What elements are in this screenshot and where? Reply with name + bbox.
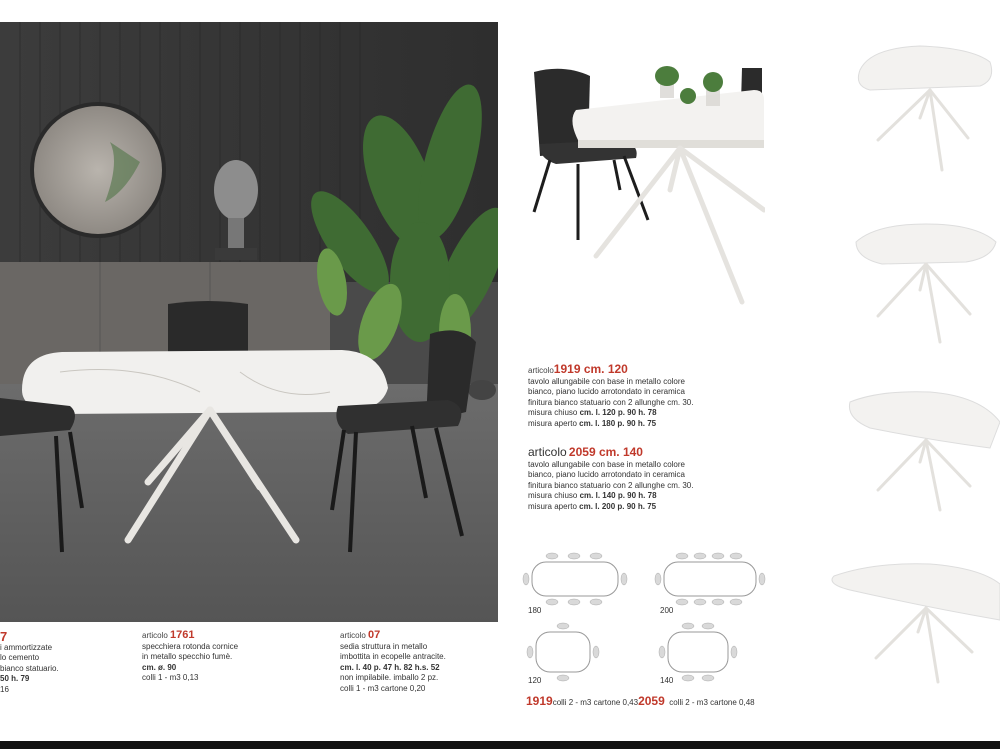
table-140-diagram [668,632,728,672]
item-c-extra-1: non impilabile. imballo 2 pz. [340,673,439,682]
article-2059-closed-dims: cm. l. 140 p. 90 h. 78 [579,491,657,500]
item-b-dims: cm. ø. 90 [142,662,177,672]
bottom-codes [526,692,826,710]
article-2059-code: 2059 cm. 140 [568,445,643,459]
article-1919-line-2: bianco, piano lucido arrotondato in ceramica [528,387,685,396]
bottom-bar [0,741,1000,749]
bottom-text-1919: colli 2 - m3 cartone 0,43 [552,698,639,707]
article-1919-open-dims: cm. l. 180 p. 90 h. 75 [579,418,657,428]
item-a-line-1: i ammortizzate [0,642,53,652]
item-c-code: 07 [368,629,381,641]
extension-step-1 [858,46,991,170]
label-140: 140 [660,676,674,685]
table-180-diagram [532,562,618,596]
item-c-extra-2: colli 1 - m3 cartone 0,20 [340,683,426,693]
table-layout-diagrams [520,548,780,688]
article-2059-line-3: finitura bianco statuario con 2 allunghe cm. 30. [528,480,694,490]
caption-item-b [142,630,322,684]
article-1919-open-label: misura aperto [528,418,577,428]
caption-item-a [0,629,130,695]
extension-step-2 [856,224,996,342]
extension-step-3 [849,392,1000,510]
item-b-code: 1761 [170,629,195,641]
article-2059-open-dims: cm. l. 200 p. 90 h. 75 [579,501,657,511]
item-b-line-2: in metallo specchio fumè. [142,652,233,661]
article-1919-closed-label: misura chiuso [528,408,578,417]
extension-step-4 [832,564,1000,682]
article-1919-label: articolo [528,366,554,375]
bottom-text-2059: colli 2 - m3 cartone 0,48 [669,698,755,707]
article-2059-label: articolo [528,445,567,459]
item-c-line-2: imbottita in ecopelle antracite. [340,652,446,661]
article-1919-line-1: tavolo allungabile con base in metallo colore [528,376,685,386]
label-200: 200 [660,606,674,615]
item-b-colli: colli 1 - m3 0,13 [142,673,199,682]
item-c-line-1: sedia struttura in metallo [340,641,428,651]
item-b-label: articolo [142,631,168,640]
room-photo [0,22,498,622]
caption-item-c [340,630,500,694]
article-2059-line-1: tavolo allungabile con base in metallo colore [528,459,685,469]
table-chair-photo [520,40,765,340]
item-a-line-2: lo cemento [0,653,40,662]
article-1919-block [528,364,758,429]
article-2059-closed-label: misura chiuso [528,491,578,500]
item-c-label: articolo [340,631,366,640]
bottom-code-1919: 1919 [526,694,553,708]
item-a-line-3: bianco statuario. [0,663,59,673]
article-2059-open-label: misura aperto [528,501,577,511]
label-180: 180 [528,606,542,615]
bottom-code-2059: 2059 [638,694,665,708]
item-a-code: 7 [0,629,8,644]
article-1919-closed-dims: cm. l. 120 p. 90 h. 78 [579,408,657,417]
table-200-diagram [664,562,756,596]
article-2059-line-2: bianco, piano lucido arrotondato in ceramica [528,470,685,479]
article-1919-line-3: finitura bianco statuario con 2 allunghe cm. 30. [528,397,694,407]
article-2059-block [528,447,758,512]
table-120-diagram [536,632,590,672]
item-b-line-1: specchiera rotonda cornice [142,641,239,651]
label-120: 120 [528,676,542,685]
item-c-dims: cm. l. 40 p. 47 h. 82 h.s. 52 [340,662,440,672]
item-a-extra: 16 [0,684,9,694]
extension-sequence [830,30,1000,690]
article-1919-code: 1919 cm. 120 [553,362,628,376]
item-a-dims: 50 h. 79 [0,674,30,683]
